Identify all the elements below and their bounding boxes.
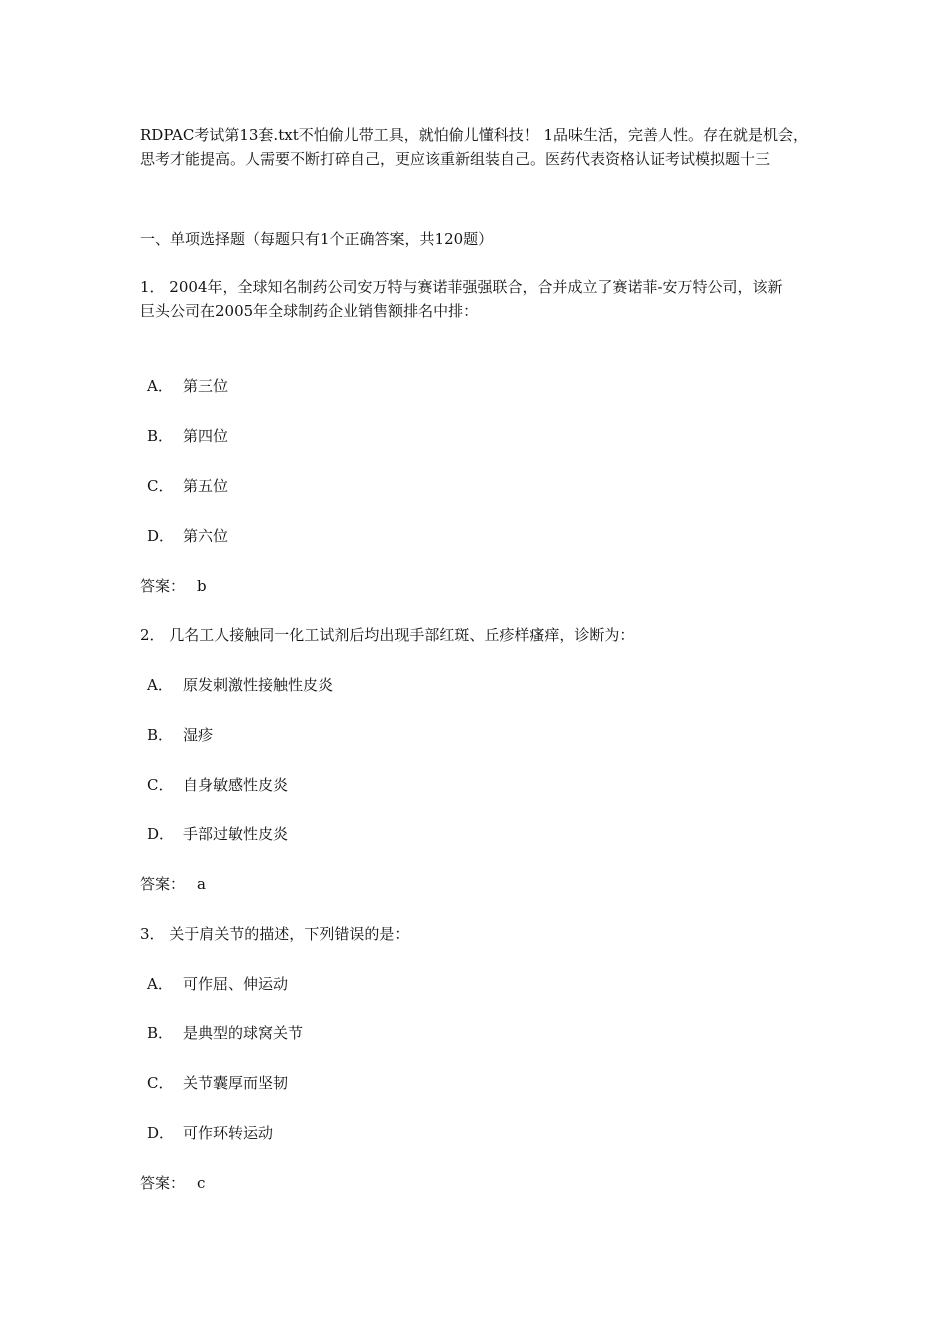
option-letter: B． <box>147 726 174 744</box>
question-1 <box>140 275 820 323</box>
option-text: 自身敏感性皮炎 <box>183 776 289 794</box>
option-text: 湿疹 <box>183 726 214 744</box>
answer-value: c <box>197 1174 206 1192</box>
question-2-answer <box>140 872 206 896</box>
question-3 <box>140 922 820 946</box>
question-1-answer <box>140 574 207 598</box>
question-1-option-b <box>147 424 228 448</box>
option-letter: C． <box>147 1074 174 1092</box>
answer-value: b <box>197 577 207 595</box>
question-3-option-b <box>147 1021 303 1045</box>
question-2-option-b <box>147 723 213 747</box>
question-1-option-c <box>147 474 228 498</box>
option-text: 可作屈、伸运动 <box>183 975 289 993</box>
option-letter: C． <box>147 477 174 495</box>
question-3-option-d <box>147 1121 273 1145</box>
question-2-option-c <box>147 773 288 797</box>
option-text: 第四位 <box>183 427 229 445</box>
option-letter: B． <box>147 1024 174 1042</box>
question-2 <box>140 623 820 647</box>
question-3-answer <box>140 1171 205 1195</box>
question-2-option-a <box>147 673 333 697</box>
question-3-option-a <box>147 972 288 996</box>
question-1-option-d <box>147 524 228 548</box>
question-3-option-c <box>147 1071 288 1095</box>
section-title: 一、单项选择题（每题只有1个正确答案，共120题） <box>140 230 494 248</box>
option-letter: D． <box>147 527 175 545</box>
option-letter: A． <box>147 676 173 694</box>
option-letter: A． <box>147 377 173 395</box>
answer-label: 答案： <box>140 1174 186 1192</box>
question-1-text-line2: 巨头公司在2005年全球制药企业销售额排名中排： <box>140 302 479 320</box>
option-letter: D． <box>147 825 175 843</box>
option-letter: D． <box>147 1124 175 1142</box>
option-letter: C． <box>147 776 174 794</box>
question-3-text: 3． 关于肩关节的描述，下列错误的是： <box>140 925 410 943</box>
question-2-text: 2． 几名工人接触同一化工试剂后均出现手部红斑、丘疹样瘙痒，诊断为： <box>140 626 635 644</box>
option-text: 可作环转运动 <box>183 1124 274 1142</box>
answer-label: 答案： <box>140 577 186 595</box>
option-text: 关节囊厚而坚韧 <box>183 1074 289 1092</box>
answer-value: a <box>197 875 206 893</box>
question-2-option-d <box>147 822 288 846</box>
option-text: 第三位 <box>183 377 229 395</box>
option-letter: B． <box>147 427 174 445</box>
option-text: 第六位 <box>183 527 229 545</box>
option-text: 原发刺激性接触性皮炎 <box>183 676 334 694</box>
option-text: 第五位 <box>183 477 229 495</box>
option-text: 手部过敏性皮炎 <box>183 825 289 843</box>
question-1-text-line1: 1． 2004年，全球知名制药公司安万特与赛诺菲强强联合，合并成立了赛诺菲-安万特公司，该新 <box>140 278 783 296</box>
option-letter: A． <box>147 975 173 993</box>
option-text: 是典型的球窝关节 <box>183 1024 304 1042</box>
answer-label: 答案： <box>140 875 186 893</box>
intro-paragraph: RDPAC考试第13套.txt不怕偷儿带工具，就怕偷儿懂科技！ 1品味生活，完善人性。存在就是机会，思考才能提高。人需要不断打碎自己，更应该重新组装自己。医药代表资格认证考试模拟题十三 <box>140 126 809 168</box>
question-1-option-a <box>147 374 228 398</box>
